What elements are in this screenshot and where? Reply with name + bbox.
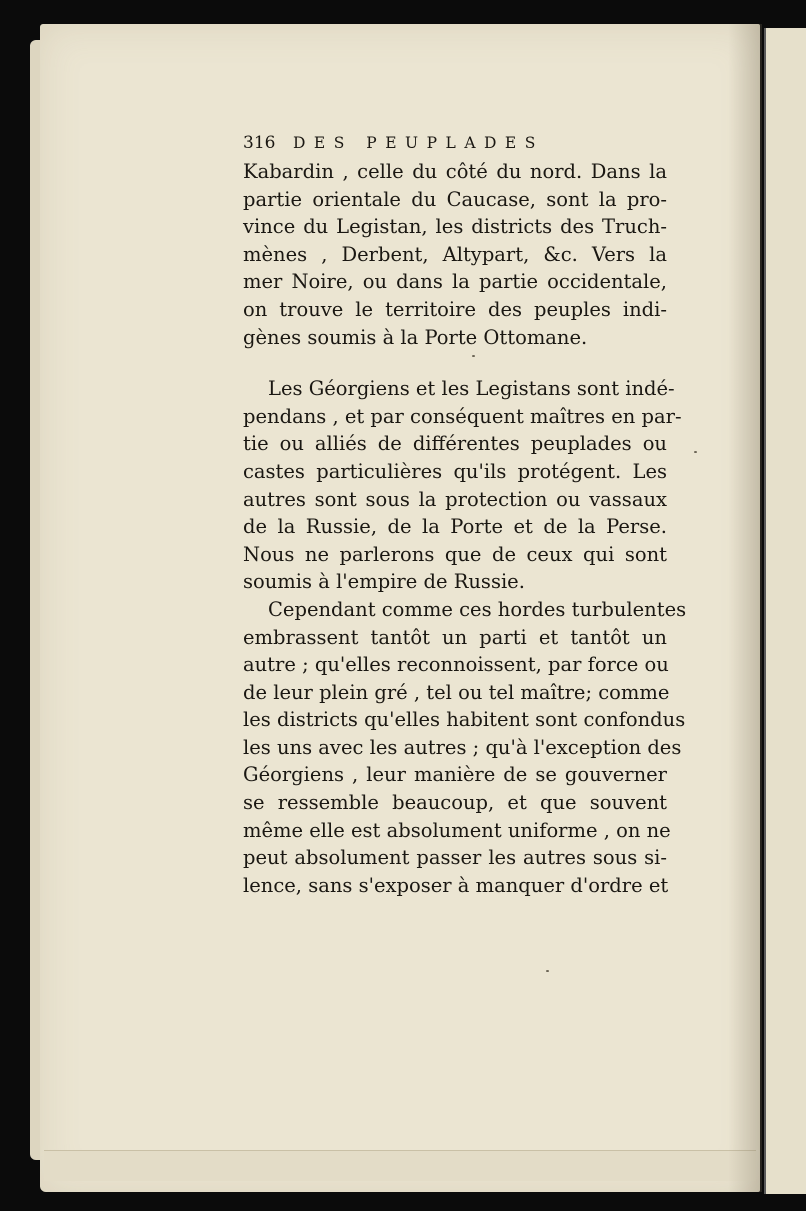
text-line: autres sont sous la protection ou vassaux [243, 487, 667, 511]
gutter-shadow [728, 24, 762, 1192]
paragraph-2 [243, 375, 682, 596]
text-line: Nous ne parlerons que de ceux qui sont [243, 542, 667, 566]
text-line: même elle est absolument uniforme , on ne [243, 818, 671, 842]
text-line: castes particulières qu'ils protégent. Les [243, 459, 667, 483]
text-line: mènes , Derbent, Altypart, &c. Vers la [243, 242, 667, 266]
paragraph-gap [243, 351, 667, 375]
paper-speck [694, 451, 697, 453]
text-line: on trouve le territoire des peuples indi- [243, 297, 667, 321]
text-line: les districts qu'elles habitent sont confondus [243, 708, 686, 732]
paper-speck [546, 970, 549, 972]
text-line: autre ; qu'elles reconnoissent, par force ou [243, 653, 669, 677]
text-line: pendans , et par conséquent maîtres en par- [243, 404, 682, 428]
page-text [243, 128, 687, 899]
text-line: peut absolument passer les autres sous si- [243, 846, 667, 870]
text-line: Kabardin , celle du côté du nord. Dans la [243, 160, 667, 183]
text-line: gènes soumis à la Porte Ottomane. [243, 325, 588, 349]
text-line: de leur plein gré , tel ou tel maître; comme [243, 680, 670, 704]
text-line: soumis à l'empire de Russie. [243, 570, 525, 594]
text-line: Les Géorgiens et les Legistans sont indé- [268, 377, 675, 401]
text-line: Cependant comme ces hordes turbulentes [268, 597, 687, 621]
running-title: DES PEUPLADES [293, 134, 544, 152]
paragraph-3 [243, 596, 687, 900]
page-bottom-edge [44, 1150, 756, 1181]
text-line: de la Russie, de la Porte et de la Perse. [243, 515, 667, 539]
facing-page-edge [764, 28, 806, 1194]
text-line: les uns avec les autres ; qu'à l'exception des [243, 735, 682, 759]
page-number: 316 [243, 133, 276, 153]
text-line: se ressemble beaucoup, et que souvent [243, 791, 667, 815]
text-line: vince du Legistan, les districts des Truch- [243, 215, 667, 239]
text-line: lence, sans s'exposer à manquer d'ordre et [243, 873, 669, 897]
text-line: partie orientale du Caucase, sont la pro- [243, 187, 667, 211]
text-line: embrassent tantôt un parti et tantôt un [243, 625, 667, 649]
running-head [243, 128, 667, 158]
paragraph-1 [243, 158, 667, 351]
text-line: Géorgiens , leur manière de se gouverner [243, 763, 667, 787]
text-line: mer Noire, ou dans la partie occidentale, [243, 270, 667, 294]
text-line: tie ou alliés de différentes peuplades ou [243, 432, 667, 456]
